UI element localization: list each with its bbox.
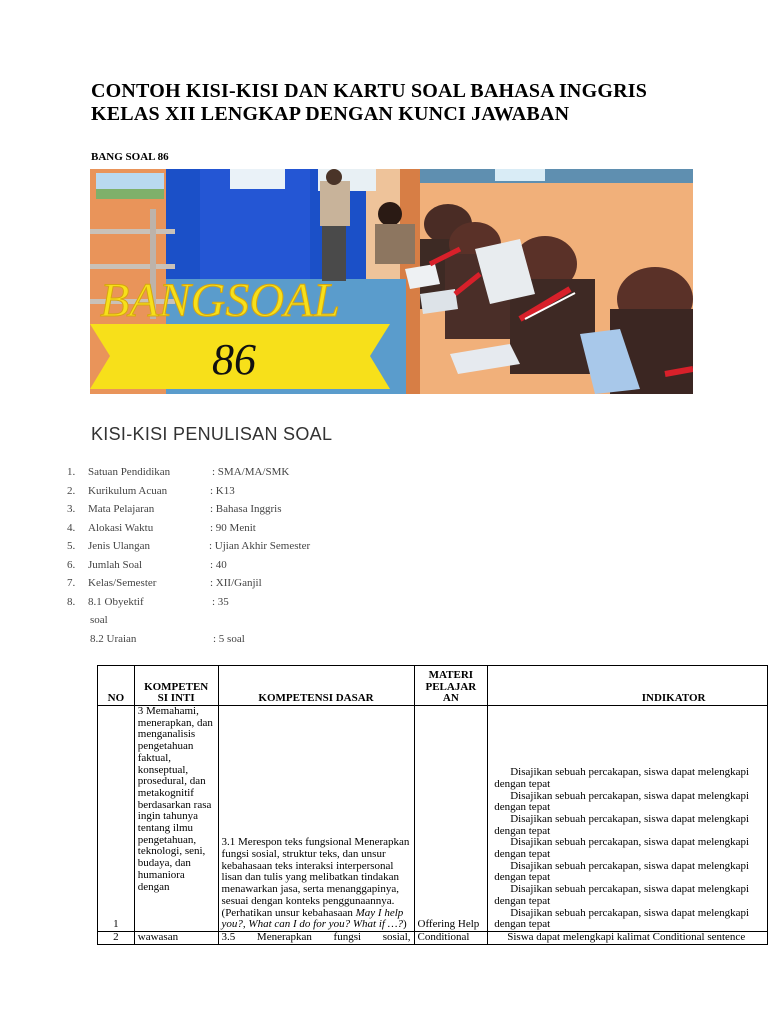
indikator-item bbox=[494, 814, 764, 837]
table-row bbox=[98, 932, 768, 945]
indikator-item bbox=[494, 908, 764, 931]
info-label: 8.1 Obyektif bbox=[88, 596, 144, 608]
indikator-line: Disajikan sebuah percakapan, siswa dapat melengkapi bbox=[510, 906, 750, 919]
kompetensi-dasar-cell: 3.5 Menerapkan fungsi sosial, bbox=[218, 932, 414, 945]
indikator-line: Disajikan sebuah percakapan, siswa dapat melengkapi bbox=[510, 836, 750, 849]
info-number: 3. bbox=[67, 503, 76, 515]
indikator-item bbox=[494, 861, 764, 884]
table-row bbox=[98, 706, 768, 932]
header-indikator: INDIKATOR bbox=[488, 666, 768, 706]
info-label: Mata Pelajaran bbox=[88, 503, 155, 515]
banner-brand-text: BANGSOAL bbox=[100, 274, 340, 327]
info-number: 5. bbox=[67, 540, 76, 552]
indikator-item bbox=[494, 767, 764, 790]
row-number: 2 bbox=[98, 932, 135, 945]
info-value: : SMA/MA/SMK bbox=[212, 466, 290, 478]
info-value: : 90 Menit bbox=[210, 522, 256, 534]
info-value: : XII/Ganjil bbox=[210, 577, 262, 589]
indikator-line-cont: dengan tepat bbox=[494, 777, 551, 790]
section-heading: KISI-KISI PENULISAN SOAL bbox=[91, 424, 333, 444]
indikator-line-cont: dengan tepat bbox=[494, 918, 551, 931]
info-label: Kelas/Semester bbox=[88, 577, 157, 589]
indikator-line: Disajikan sebuah percakapan, siswa dapat melengkapi bbox=[510, 789, 750, 802]
info-label: Jumlah Soal bbox=[88, 559, 143, 571]
indikator-cell bbox=[488, 706, 768, 932]
indikator-line-cont: dengan tepat bbox=[494, 894, 551, 907]
kompetensi-dasar-cell bbox=[218, 706, 414, 932]
kompetensi-inti-cell: 3 Memahami, menerapkan, dan menganalisis pengetahuan faktual, konseptual, prosedural, dan metakognitif berdasarkan rasa ingin tahunya tentang ilmu pengetahuan, teknologi, seni, budaya, dan humaniora dengan bbox=[134, 706, 218, 932]
indikator-line: Disajikan sebuah percakapan, siswa dapat melengkapi bbox=[510, 766, 750, 779]
banner-image bbox=[90, 169, 693, 394]
banner-number-text: 86 bbox=[212, 335, 256, 384]
info-label: Kurikulum Acuan bbox=[88, 485, 168, 497]
info-value: : Ujian Akhir Semester bbox=[209, 540, 311, 552]
indikator-line-cont: dengan tepat bbox=[494, 801, 551, 814]
info-value: : 35 bbox=[212, 596, 229, 608]
indikator-item bbox=[494, 884, 764, 907]
indikator-cell: Siswa dapat melengkapi kalimat Conditional sentence bbox=[488, 932, 768, 945]
indikator-item bbox=[494, 837, 764, 860]
info-number: 8. bbox=[67, 596, 76, 608]
info-label: Alokasi Waktu bbox=[88, 522, 154, 534]
info-number: 2. bbox=[67, 485, 76, 497]
header-kompetensi-dasar: KOMPETENSI DASAR bbox=[218, 666, 414, 706]
header-kompetensi-inti: KOMPETEN SI INTI bbox=[134, 666, 218, 706]
header-materi: MATERI PELAJAR AN bbox=[414, 666, 488, 706]
row-number: 1 bbox=[98, 706, 135, 932]
article-subtitle: BANG SOAL 86 bbox=[91, 151, 169, 163]
info-label: Satuan Pendidikan bbox=[88, 466, 171, 478]
header-no: NO bbox=[98, 666, 135, 706]
indikator-line-cont: dengan tepat bbox=[494, 824, 551, 837]
info-label: Jenis Ulangan bbox=[88, 540, 151, 552]
indikator-line: Disajikan sebuah percakapan, siswa dapat melengkapi bbox=[510, 859, 750, 872]
info-value: : K13 bbox=[210, 485, 235, 497]
indikator-line: Disajikan sebuah percakapan, siswa dapat melengkapi bbox=[510, 883, 750, 896]
article-title: CONTOH KISI-KISI DAN KARTU SOAL BAHASA INGGRIS KELAS XII LENGKAP DENGAN KUNCI JAWABAN bbox=[91, 80, 648, 125]
info-number: 6. bbox=[67, 559, 76, 571]
kisi-kisi-table bbox=[97, 665, 768, 945]
indikator-line-cont: dengan tepat bbox=[494, 871, 551, 884]
indikator-item bbox=[494, 791, 764, 814]
table-header-row bbox=[98, 666, 768, 706]
info-number: 4. bbox=[67, 522, 76, 534]
kompetensi-dasar-italic: May I help you?, What can I do for you? What if …? bbox=[221, 906, 404, 931]
info-value: : Bahasa Inggris bbox=[210, 503, 282, 515]
indikator-line-cont: dengan tepat bbox=[494, 848, 551, 861]
indikator-line: Disajikan sebuah percakapan, siswa dapat melengkapi bbox=[510, 812, 750, 825]
info-label: soal bbox=[90, 614, 108, 626]
info-number: 7. bbox=[67, 577, 76, 589]
materi-cell: Offering Help bbox=[414, 706, 488, 932]
kompetensi-dasar-text: 3.1 Merespon teks fungsional Menerapkan fungsi sosial, struktur teks, dan unsur kebahasaan teks interaksi interpersonal lisan dan tulis yang melibatkan tindakan menawarkan jasa, serta menanggapinya, sesuai dengan konteks penggunaannya. (Perhatikan unsur kebahasaan bbox=[221, 836, 410, 919]
materi-cell: Conditional bbox=[414, 932, 488, 945]
kompetensi-dasar-close: ) bbox=[403, 918, 407, 931]
info-number: 1. bbox=[67, 466, 76, 478]
info-label: 8.2 Uraian bbox=[90, 633, 137, 645]
info-value: : 40 bbox=[210, 559, 227, 571]
kompetensi-inti-cell: wawasan bbox=[134, 932, 218, 945]
info-value: : 5 soal bbox=[213, 633, 245, 645]
